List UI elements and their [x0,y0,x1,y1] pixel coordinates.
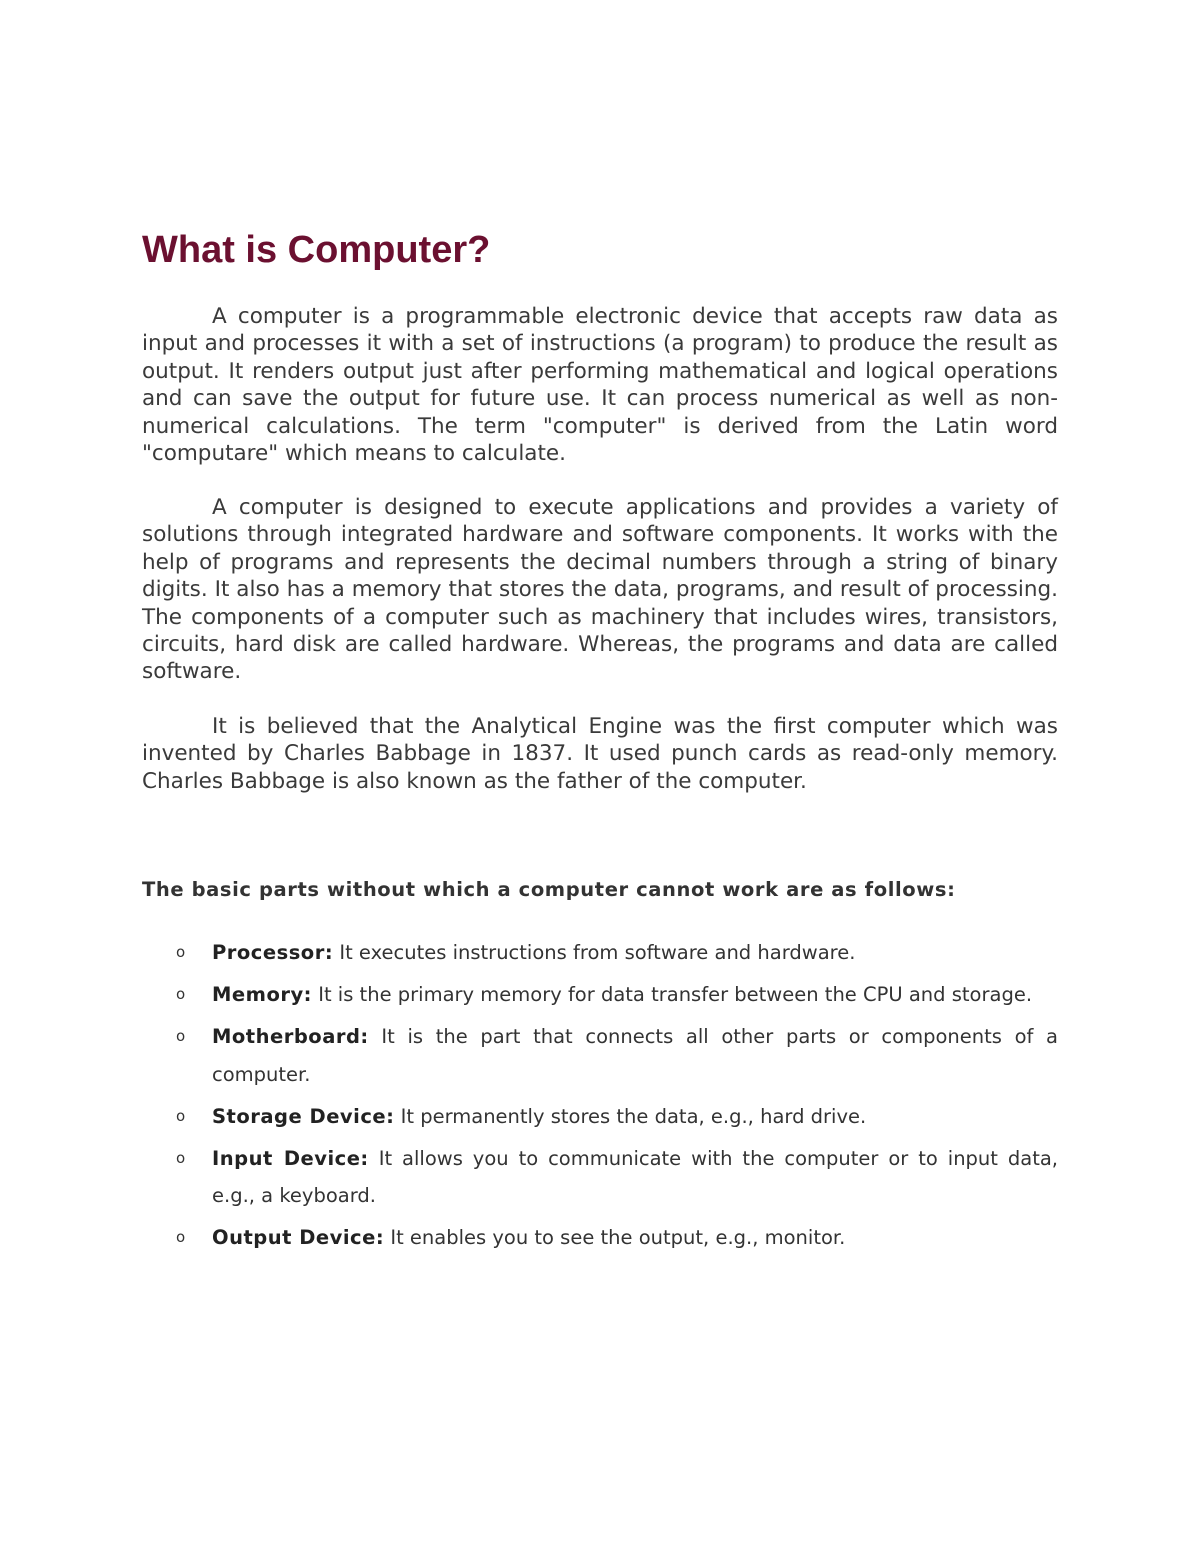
list-item-output-device [142,1219,1058,1257]
design-paragraph: A computer is designed to execute applications and provides a variety of solutions through integrated hardware and software components. It works with the help of programs and represents the decimal numbers through a string of binary digits. It also has a memory that stores the data, programs, and result of processing. The components of a computer such as machinery that includes wires, transistors, circuits, hard disk are called hardware. Whereas, the programs and data are called software. [142,495,1058,685]
parts-heading: The basic parts without which a computer cannot work are as follows: [142,878,956,901]
list-item-term: Motherboard: [212,1025,369,1048]
bullet-icon: o [176,1148,186,1167]
bullet-icon: o [176,985,186,1003]
list-item-description: It enables you to see the output, e.g., monitor. [390,1226,846,1249]
history-paragraph: It is believed that the Analytical Engine was the first computer which was invented by Charles Babbage in 1837. It used punch cards as read-only memory. Charles Babbage is also known as the father of the computer. [142,714,1058,794]
intro-paragraph: A computer is a programmable electronic device that accepts raw data as input and processes it with a set of instructions (a program) to produce the result as output. It renders output just after performing mathematical and logical operations and can save the output for future use. It can process numerical as well as non-numerical calculations. The term "computer" is derived from the Latin word "computare" which means to calculate. [142,304,1058,467]
list-item-term: Input Device: [212,1146,369,1170]
bullet-icon: o [176,943,186,961]
list-item-description: It is the part that connects all other parts or components of a computer. [212,1025,1058,1086]
bullet-icon: o [176,1027,186,1045]
list-item-input-device [142,1140,1058,1215]
list-item-term: Storage Device: [212,1104,395,1128]
list-item-motherboard [142,1018,1058,1093]
list-item-term: Output Device: [212,1226,385,1249]
list-item-term: Processor: [212,941,334,964]
list-item-description: It is the primary memory for data transfer between the CPU and storage. [318,983,1033,1006]
list-item-description: It permanently stores the data, e.g., hard drive. [400,1104,867,1128]
list-item-description: It allows you to communicate with the computer or to input data, e.g., a keyboard. [212,1146,1059,1207]
list-item-memory [142,976,1058,1014]
parts-list [142,934,1058,1261]
list-item-processor [142,934,1058,972]
page-title: What is Computer? [142,229,491,271]
bullet-icon: o [176,1228,186,1246]
list-item-storage-device [142,1098,1058,1136]
bullet-icon: o [176,1106,186,1125]
list-item-description: It executes instructions from software and hardware. [339,941,856,964]
list-item-term: Memory: [212,983,312,1006]
